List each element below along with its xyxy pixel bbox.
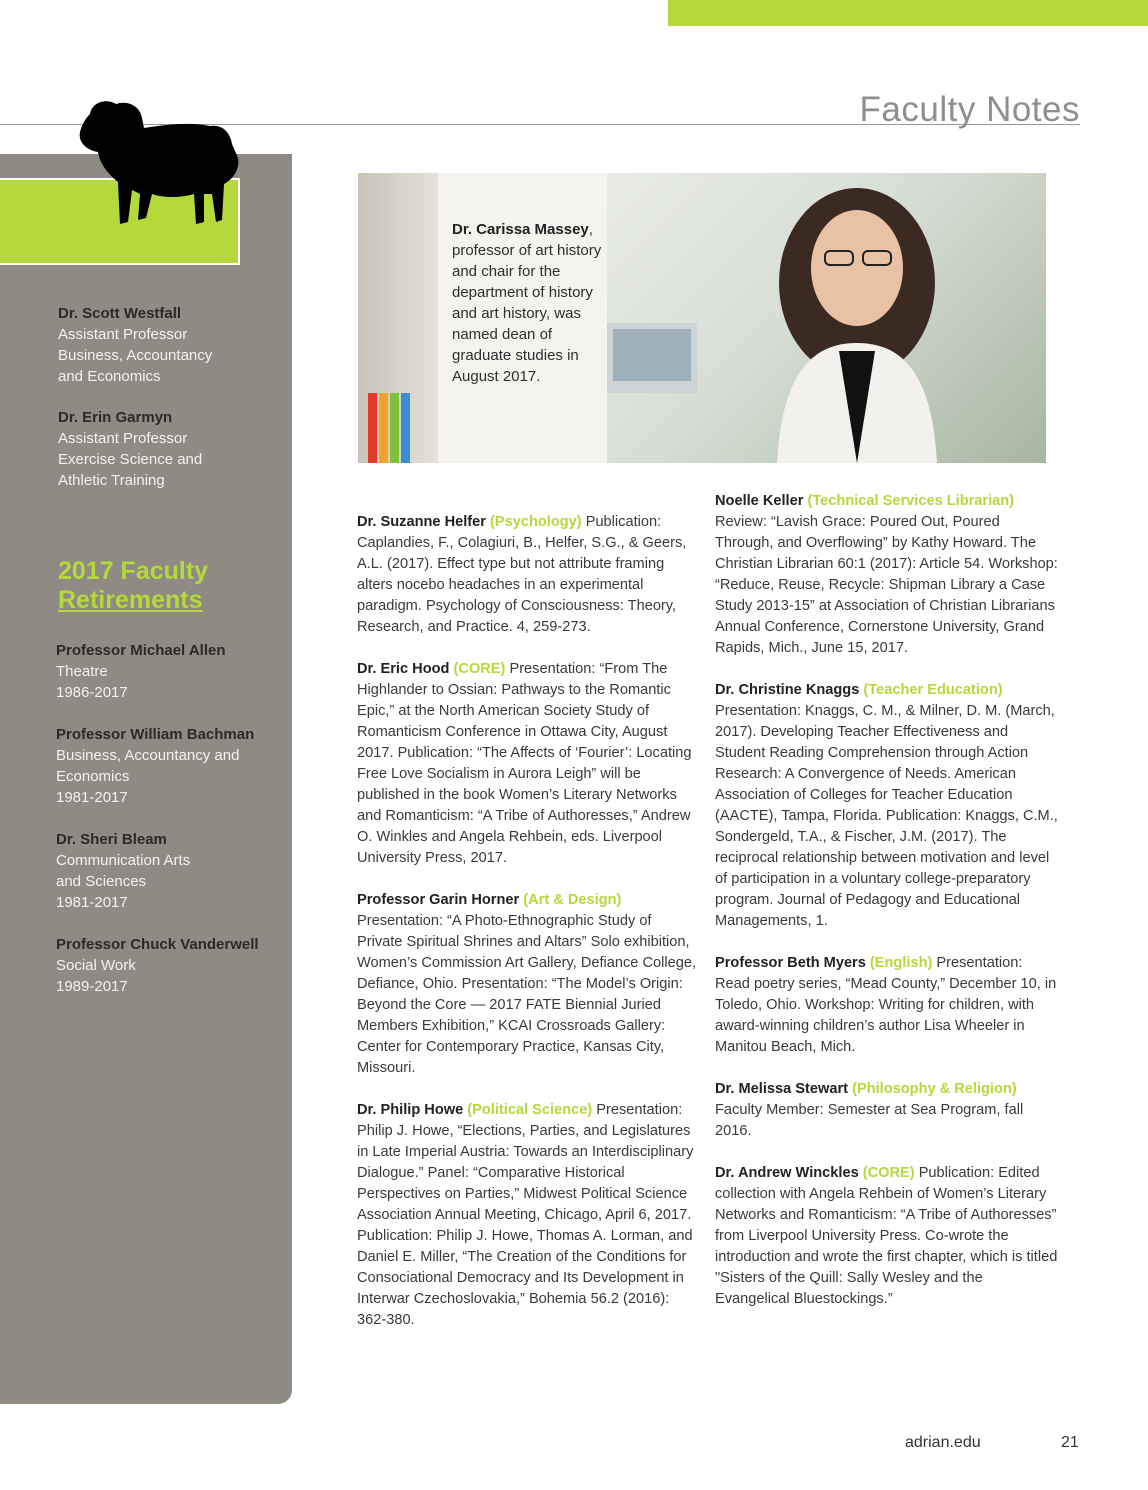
retiree-name: Professor Michael Allen xyxy=(56,642,226,659)
retiree-line: Economics xyxy=(56,768,130,785)
retiree-line: 1989-2017 xyxy=(56,978,128,995)
faculty-title: Assistant Professor xyxy=(58,326,188,343)
retiree xyxy=(56,724,286,808)
faculty-name: Dr. Scott Westfall xyxy=(58,305,182,322)
retirements-heading-line2: Retirements xyxy=(58,586,203,614)
entry-text: Review: “Lavish Grace: Poured Out, Poured Through, and Overflowing” by Kathy Howard. The Christian Librarian 60:1 (2017): Article 54. Workshop: “Reduce, Reuse, Recycle: Shipman Library a Case Study 2013-15” at Association of Christian Librarians Annual Conference, Cornerstone University, Grand Rapids, Mich., June 15, 2017. xyxy=(715,514,1058,656)
faculty-dept: and Economics xyxy=(58,368,161,385)
office-background xyxy=(358,173,438,463)
portrait-figure xyxy=(607,173,1046,463)
retiree xyxy=(56,829,286,913)
faculty-dept: Business, Accountancy xyxy=(58,347,213,364)
top-accent-bar xyxy=(668,0,1148,26)
entry-name: Dr. Philip Howe xyxy=(357,1102,464,1118)
faculty-dept: Exercise Science and xyxy=(58,451,203,468)
entry-text: Publication: Edited collection with Angela Rehbein of Women’s Literary Networks and Romanticism: “A Tribe of Authoresses” from Liverpool University Press. Co-wrote the introduction and wrote the first chapter, which is titled "Sisters of the Quill: Sally Wesley and the Evangelical Bluestockings.” xyxy=(715,1165,1058,1307)
note-entry xyxy=(715,1163,1060,1310)
entry-dept: (Psychology) xyxy=(490,514,582,530)
feature-photo-panel xyxy=(358,173,1046,463)
entry-name: Professor Beth Myers xyxy=(715,955,866,971)
feature-text: , professor of art history and chair for the department of history and art history, was named dean of graduate studies in August 2017. xyxy=(452,221,602,385)
entry-text: Presentation: “A Photo-Ethnographic Study of Private Spiritual Shrines and Altars” Solo exhibition, Women’s Commission Art Gallery, Defiance College, Defiance, Ohio. Presentation: “The Model’s Origin: Beyond the Core — 2017 FATE Biennial Juried Members Exhibition,” KCAI Crossroads Gallery: Center for Contemporary Practice, Kansas City, Missouri. xyxy=(357,913,697,1076)
note-entry xyxy=(715,1079,1060,1142)
entry-text: Presentation: Philip J. Howe, “Elections, Parties, and Legislatures in Late Imperial Austria: Towards an Interdisciplinary Dialogue.” Panel: “Comparative Historical Perspectives on Parties,” Midwest Political Science Association Annual Meeting, Chicago, April 6, 2017. Publication: Philip J. Howe, Thomas A. Lorman, and Daniel E. Miller, “The Creation of the Conditions for Consociational Democracy and Its Development in Interwar Czechoslovakia,” Bohemia 56.2 (2016): 362-380. xyxy=(357,1102,694,1328)
note-entry xyxy=(357,512,697,638)
section-title: Faculty Notes xyxy=(859,90,1080,129)
note-entry xyxy=(715,491,1060,659)
feature-name: Dr. Carissa Massey xyxy=(452,221,589,238)
binder xyxy=(401,393,410,463)
binder xyxy=(368,393,377,463)
entry-dept: (Art & Design) xyxy=(523,892,622,908)
entry-name: Dr. Eric Hood xyxy=(357,661,450,677)
entry-text: Presentation: Read poetry series, “Mead County,” December 10, in Toledo, Ohio. Workshop: Writing for children, with award-winning children’s author Lisa Wheeler in Manitou Beach, Mich. xyxy=(715,955,1057,1055)
new-faculty-garmyn xyxy=(58,407,278,491)
retiree-line: and Sciences xyxy=(56,873,147,890)
retiree-line: 1986-2017 xyxy=(56,684,128,701)
entry-dept: (Technical Services Librarian) xyxy=(807,493,1015,509)
entry-dept: (CORE) xyxy=(862,1165,915,1181)
retiree-line: 1981-2017 xyxy=(56,789,128,806)
faculty-name: Dr. Erin Garmyn xyxy=(58,409,173,426)
new-faculty-westfall xyxy=(58,303,278,387)
faculty-dept: Athletic Training xyxy=(58,472,165,489)
entry-dept: (English) xyxy=(869,955,933,971)
entry-dept: (Political Science) xyxy=(467,1102,593,1118)
entry-dept: (Teacher Education) xyxy=(863,682,1003,698)
retiree xyxy=(56,934,286,997)
retiree-line: Theatre xyxy=(56,663,108,680)
entry-name: Dr. Andrew Winckles xyxy=(715,1165,859,1181)
notes-column-left xyxy=(357,512,697,1352)
entry-name: Professor Garin Horner xyxy=(357,892,520,908)
footer-website-link[interactable]: adrian.edu xyxy=(905,1434,981,1451)
retiree-line: Communication Arts xyxy=(56,852,191,869)
entry-text: Presentation: “From The Highlander to Ossian: Pathways to the Romantic Epic,” at the North American Society Study of Romanticism Conference in Ottawa City, August 2017. Publication: “The Affects of ‘Fourier’: Locating Free Love Socialism in Aurora Leigh” will be published in the book Women’s Literary Networks and Romanticism: “A Tribe of Authoresses,” Andrew O. Winkles and Angela Rehbein, eds. Liverpool University Press, 2017. xyxy=(357,661,692,866)
note-entry xyxy=(357,1100,697,1331)
retirements-heading-line1: 2017 Faculty xyxy=(58,557,209,585)
retirements-heading xyxy=(58,557,278,615)
binder xyxy=(390,393,399,463)
entry-name: Dr. Christine Knaggs xyxy=(715,682,860,698)
note-entry xyxy=(357,659,697,869)
page-number: 21 xyxy=(1061,1434,1079,1451)
retirements-list xyxy=(56,640,286,1018)
retiree-name: Professor William Bachman xyxy=(56,726,255,743)
note-entry xyxy=(715,953,1060,1058)
note-entry xyxy=(357,890,697,1079)
retiree xyxy=(56,640,286,703)
entry-name: Dr. Suzanne Helfer xyxy=(357,514,486,530)
entry-name: Dr. Melissa Stewart xyxy=(715,1081,849,1097)
entry-text: Publication: Caplandies, F., Colagiuri, B., Helfer, S.G., & Geers, A.L. (2017). Effect type but not attribute framing alters nocebo headaches in an experimental paradigm. Psychology of Consciousness: Theory, Research, and Practice. 4, 259-273. xyxy=(357,514,687,635)
entry-dept: (CORE) xyxy=(453,661,506,677)
retiree-name: Professor Chuck Vanderwell xyxy=(56,936,259,953)
retiree-name: Dr. Sheri Bleam xyxy=(56,831,167,848)
entry-text: Presentation: Knaggs, C. M., & Milner, D. M. (March, 2017). Developing Teacher Effectiveness and Student Reading Comprehension through Action Research: A Convergence of Needs. American Association of Colleges for Teacher Education (AACTE), Tampa, Florida. Publication: Knaggs, C.M., Sondergeld, T.A., & Fischer, J.M. (2017). The reciprocal relationship between motivation and level of participation in a voluntary college-preparatory program. Journal of Pedagogy and Educational Managements, 1. xyxy=(715,703,1058,929)
bulldog-mascot-icon xyxy=(72,98,242,230)
retiree-line: 1981-2017 xyxy=(56,894,128,911)
entry-text: Faculty Member: Semester at Sea Program, fall 2016. xyxy=(715,1102,1024,1139)
faculty-title: Assistant Professor xyxy=(58,430,188,447)
entry-name: Noelle Keller xyxy=(715,493,804,509)
note-entry xyxy=(715,680,1060,932)
entry-dept: (Philosophy & Religion) xyxy=(852,1081,1017,1097)
binder xyxy=(379,393,388,463)
retiree-line: Business, Accountancy and xyxy=(56,747,240,764)
portrait-photo xyxy=(607,173,1046,463)
feature-caption xyxy=(452,219,602,387)
notes-column-right xyxy=(715,491,1060,1331)
retiree-line: Social Work xyxy=(56,957,136,974)
